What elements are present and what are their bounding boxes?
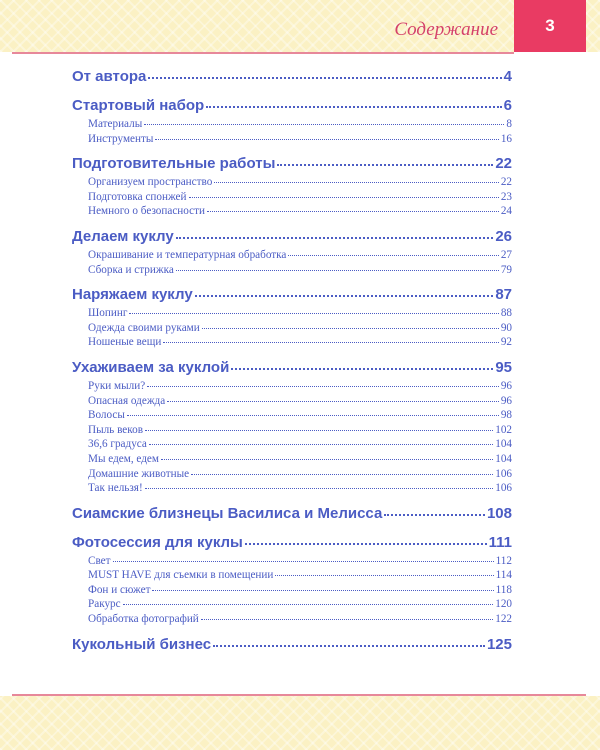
toc-subsection-page-number: 90	[500, 321, 512, 334]
toc-subsection-page-number: 22	[500, 176, 512, 189]
toc-subsection-page-number: 92	[500, 336, 512, 349]
dot-leader	[147, 386, 499, 387]
toc-subsection-title: Мы едем, едем	[88, 452, 159, 465]
toc-subsection-page-number: 122	[495, 613, 512, 626]
toc-subsection-title: Ракурс	[88, 598, 121, 611]
toc-chapter-page-number: 125	[486, 635, 512, 653]
toc-subsection-page-number: 8	[506, 118, 512, 130]
toc-chapter	[72, 226, 512, 248]
toc-subsection-title: Сборка и стрижка	[88, 263, 174, 276]
header-rule	[12, 52, 514, 54]
toc-subsection	[72, 175, 512, 190]
toc-chapter	[72, 634, 512, 656]
toc-chapter-page-number: 95	[495, 358, 512, 376]
toc-subsection-page-number: 106	[495, 482, 512, 495]
dot-leader	[202, 328, 499, 329]
toc-subsection	[72, 612, 512, 627]
dot-leader	[288, 255, 498, 256]
dot-leader	[123, 604, 494, 605]
toc-subsection-title: Руки мыли?	[88, 379, 146, 392]
toc-subsection	[72, 467, 512, 482]
toc-subsection-page-number: 96	[500, 379, 512, 392]
toc-subsection-title: Подготовка спонжей	[88, 190, 187, 203]
dot-leader	[275, 575, 493, 576]
toc-chapter-title: Стартовый набор	[72, 97, 205, 114]
toc-subsection	[72, 263, 512, 278]
toc-subsection-page-number: 120	[495, 598, 512, 611]
dot-leader	[176, 237, 494, 239]
toc-subsection	[72, 204, 512, 219]
toc-subsection-page-number: 96	[500, 394, 512, 407]
toc-subsection-page-number: 23	[500, 190, 512, 203]
toc-chapter	[72, 66, 512, 88]
toc-chapter	[72, 357, 512, 379]
toc-subsection-title: Так нельзя!	[88, 482, 143, 495]
toc-subsection-title: Инструменты	[88, 132, 154, 145]
toc-subsection	[72, 554, 512, 569]
dot-leader	[113, 561, 494, 562]
dot-leader	[152, 590, 493, 591]
dot-leader	[384, 514, 485, 516]
toc-subsection-page-number: 106	[495, 467, 512, 480]
toc-subsection-title: Фон и сюжет	[88, 583, 151, 596]
toc-subsection	[72, 568, 512, 583]
running-header-title: Содержание	[394, 19, 498, 40]
toc-chapter	[72, 284, 512, 306]
toc-subsection-title: Шопинг	[88, 307, 128, 320]
toc-subsection-title: Одежда своими руками	[88, 321, 200, 334]
dot-leader	[189, 197, 499, 198]
toc-subsection-title: Обработка фотографий	[88, 613, 199, 626]
toc-subsection-title: Немного о безопасности	[88, 205, 206, 218]
toc-subsection-title: Опасная одежда	[88, 394, 166, 407]
dot-leader	[206, 106, 501, 108]
toc-subsection-title: MUST HAVE для съемки в помещении	[88, 569, 274, 582]
toc-subsection	[72, 437, 512, 452]
toc-subsection-title: Пыль веков	[88, 423, 144, 436]
toc-subsection	[72, 132, 512, 147]
toc-subsection	[72, 394, 512, 409]
toc-subsection	[72, 248, 512, 263]
toc-subsection	[72, 190, 512, 205]
toc-subsection	[72, 452, 512, 467]
dot-leader	[144, 124, 504, 125]
toc-subsection	[72, 117, 512, 132]
toc-chapter-title: От автора	[72, 68, 147, 85]
toc-subsection-page-number: 98	[500, 409, 512, 422]
toc-subsection	[72, 379, 512, 394]
dot-leader	[145, 488, 494, 489]
toc-subsection-title: Ношеные вещи	[88, 336, 162, 349]
toc-subsection-page-number: 102	[495, 423, 512, 436]
toc-chapter-page-number: 6	[503, 97, 512, 114]
toc-subsection-title: Материалы	[88, 118, 143, 130]
toc-chapter	[72, 532, 512, 554]
dot-leader	[213, 645, 485, 647]
dot-leader	[127, 415, 499, 416]
toc-chapter-title: Ухаживаем за куклой	[72, 358, 230, 376]
toc-chapter-title: Наряжаем куклу	[72, 286, 193, 304]
dot-leader	[129, 313, 498, 314]
toc-chapter-title: Сиамские близнецы Василиса и Мелисса	[72, 504, 383, 522]
toc-subsection-title: 36,6 градуса	[88, 438, 147, 451]
toc-subsection-page-number: 16	[500, 132, 512, 145]
table-of-contents	[72, 66, 512, 656]
toc-subsection	[72, 335, 512, 350]
toc-chapter-title: Кукольный бизнес	[72, 635, 212, 653]
dot-leader	[176, 270, 499, 271]
dot-leader	[149, 444, 493, 445]
toc-subsection-page-number: 114	[495, 569, 512, 582]
dot-leader	[195, 295, 494, 297]
toc-subsection-title: Организуем пространство	[88, 176, 213, 189]
dot-leader	[191, 474, 493, 475]
dot-leader	[207, 211, 499, 212]
toc-subsection	[72, 408, 512, 423]
toc-chapter-title: Делаем куклу	[72, 227, 174, 245]
dot-leader	[167, 401, 499, 402]
toc-chapter-title: Фотосессия для куклы	[72, 533, 243, 551]
toc-subsection-page-number: 27	[500, 248, 512, 261]
dot-leader	[231, 368, 493, 370]
toc-subsection-page-number: 104	[495, 452, 512, 465]
dot-leader	[277, 164, 493, 166]
toc-subsection-title: Домашние животные	[88, 467, 190, 480]
toc-subsection-title: Волосы	[88, 409, 125, 422]
toc-chapter	[72, 503, 512, 525]
toc-chapter	[72, 95, 512, 117]
toc-subsection	[72, 597, 512, 612]
dot-leader	[161, 459, 493, 460]
header-band	[0, 0, 600, 52]
toc-chapter-title: Подготовительные работы	[72, 155, 276, 173]
dot-leader	[148, 77, 501, 79]
dot-leader	[163, 342, 499, 343]
toc-subsection	[72, 306, 512, 321]
toc-subsection-title: Свет	[88, 554, 111, 567]
toc-chapter-page-number: 108	[486, 504, 512, 522]
toc-chapter-page-number: 4	[503, 68, 512, 85]
toc-subsection-page-number: 112	[495, 554, 512, 567]
toc-subsection-page-number: 24	[500, 205, 512, 218]
dot-leader	[155, 139, 498, 140]
toc-subsection	[72, 481, 512, 496]
dot-leader	[201, 619, 493, 620]
dot-leader	[145, 430, 493, 431]
toc-subsection-page-number: 118	[495, 583, 512, 596]
toc-subsection	[72, 583, 512, 598]
toc-subsection-title: Окрашивание и температурная обработка	[88, 248, 287, 261]
toc-subsection-page-number: 104	[495, 438, 512, 451]
toc-subsection-page-number: 88	[500, 307, 512, 320]
page-number-badge: 3	[514, 0, 586, 52]
toc-subsection-page-number: 79	[500, 263, 512, 276]
footer-band	[0, 696, 600, 750]
toc-chapter-page-number: 87	[495, 286, 512, 304]
toc-chapter	[72, 153, 512, 175]
toc-chapter-page-number: 111	[488, 533, 512, 551]
toc-subsection	[72, 423, 512, 438]
toc-chapter-page-number: 26	[495, 227, 512, 245]
dot-leader	[245, 543, 487, 545]
toc-subsection	[72, 321, 512, 336]
toc-chapter-page-number: 22	[495, 155, 512, 173]
dot-leader	[214, 182, 498, 183]
